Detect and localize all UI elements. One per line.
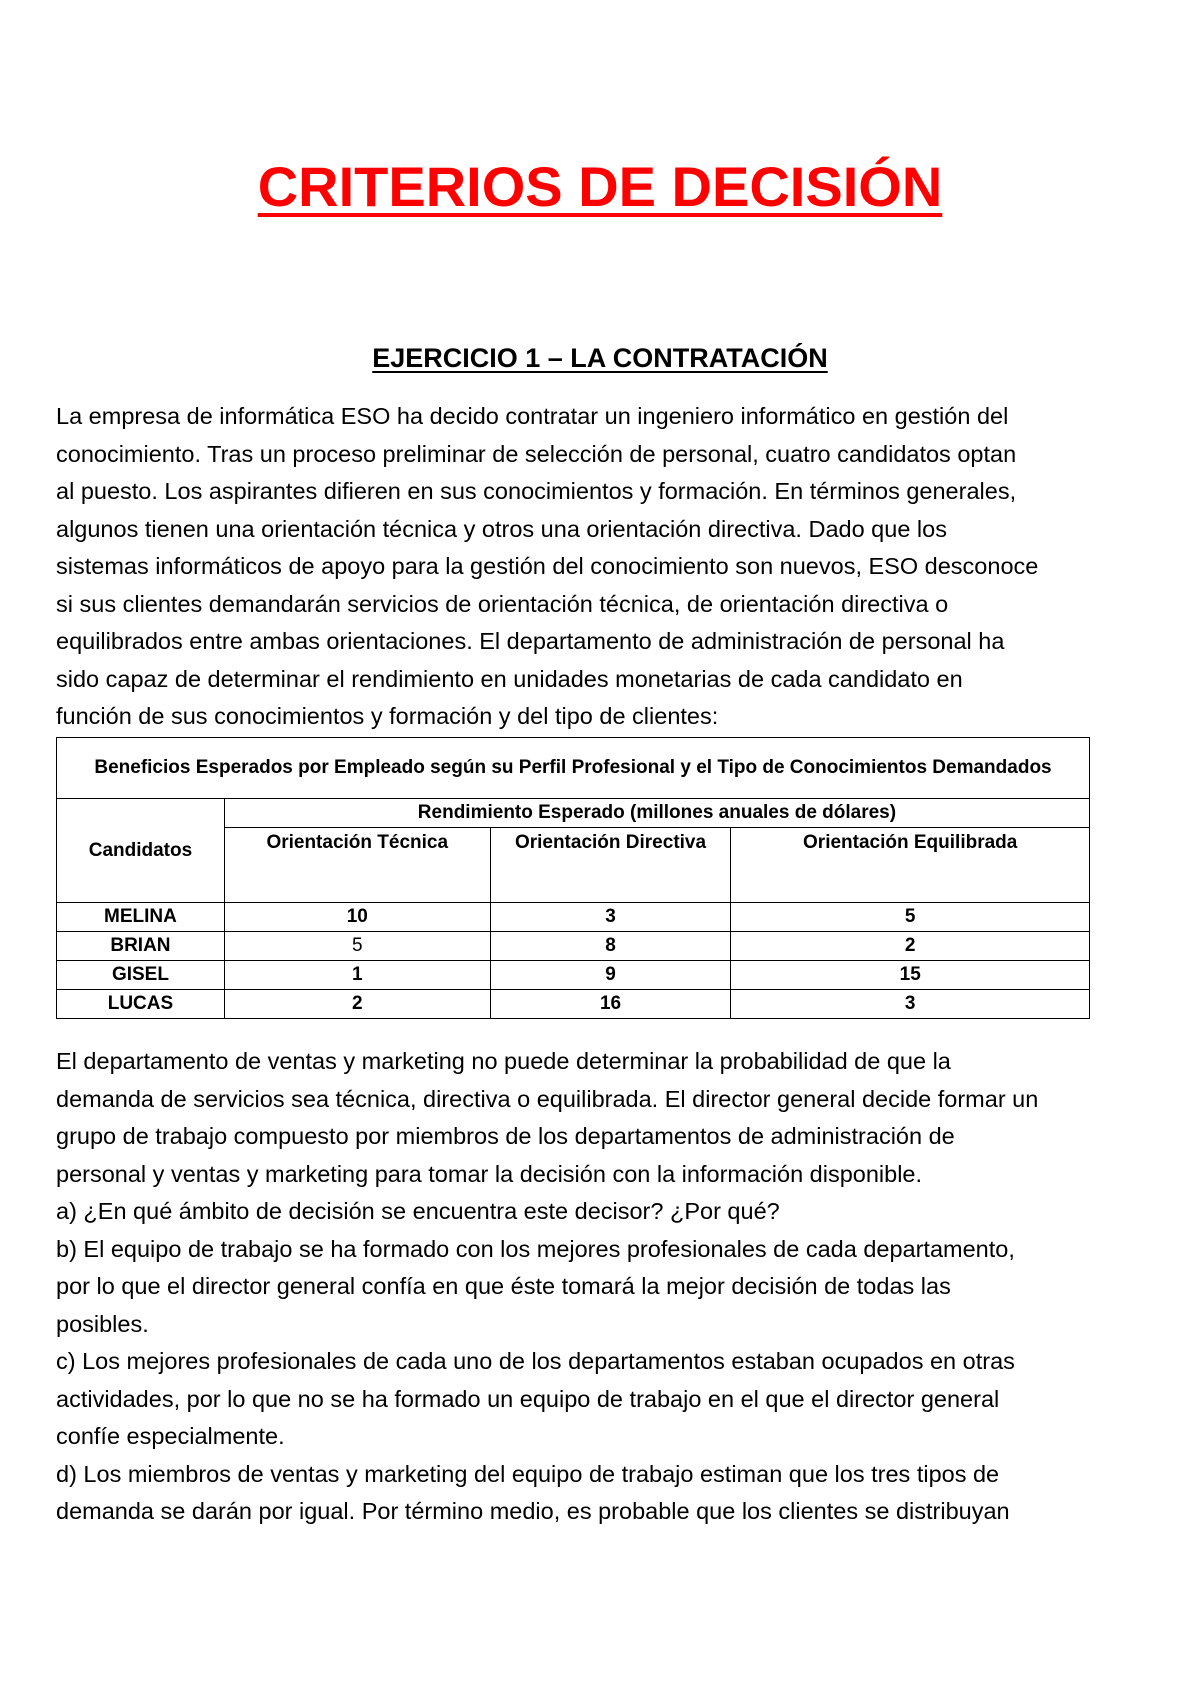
body-line: personal y ventas y marketing para tomar la decisión con la información disponible. [56, 1160, 923, 1187]
column-header-tecnica: Orientación Técnica [224, 828, 490, 903]
intro-line: algunos tienen una orientación técnica y otros una orientación directiva. Dado que los [56, 515, 947, 542]
value-cell: 1 [224, 961, 490, 990]
value-cell: 3 [731, 990, 1090, 1019]
value-cell: 10 [224, 903, 490, 932]
body-line: confíe especialmente. [56, 1423, 285, 1449]
exercise-title [0, 340, 1200, 376]
table-row [57, 932, 1090, 961]
document-title-text: CRITERIOS DE DECISIÓN [257, 155, 943, 218]
candidate-name: GISEL [57, 961, 225, 990]
table-group-header-row [57, 799, 1090, 828]
body-line: posibles. [56, 1310, 149, 1337]
body-line: El departamento de ventas y marketing no puede determinar la probabilidad de que la [56, 1048, 951, 1074]
intro-line: equilibrados entre ambas orientaciones. El departamento de administración de personal ha [56, 628, 1005, 654]
body-line: demanda se darán por igual. Por término medio, es probable que los clientes se distribuyan [56, 1498, 1010, 1524]
value-cell: 2 [224, 990, 490, 1019]
value-cell: 5 [224, 932, 490, 961]
value-cell: 2 [731, 932, 1090, 961]
table-row [57, 990, 1090, 1019]
intro-paragraph [56, 398, 1148, 736]
table-caption-row [57, 738, 1090, 799]
exercise-title-text: EJERCICIO 1 – LA CONTRATACIÓN [372, 343, 828, 373]
value-cell: 15 [731, 961, 1090, 990]
question-d: d) Los miembros de ventas y marketing del equipo de trabajo estiman que los tres tipos de [56, 1460, 1000, 1487]
question-b: b) El equipo de trabajo se ha formado con los mejores profesionales de cada departamento, [56, 1235, 1015, 1262]
intro-line: sistemas informáticos de apoyo para la gestión del conocimiento son nuevos, ESO desconoce [56, 553, 1039, 579]
question-c: c) Los mejores profesionales de cada uno de los departamentos estaban ocupados en otras [56, 1348, 1015, 1374]
value-cell: 3 [490, 903, 731, 932]
intro-line: al puesto. Los aspirantes difieren en sus conocimientos y formación. En términos generales, [56, 478, 1017, 504]
intro-line: si sus clientes demandarán servicios de orientación técnica, de orientación directiva o [56, 590, 949, 617]
body-line: por lo que el director general confía en que éste tomará la mejor decisión de todas las [56, 1273, 951, 1299]
table-row [57, 961, 1090, 990]
body-line: actividades, por lo que no se ha formado un equipo de trabajo en el que el director general [56, 1385, 1000, 1412]
value-cell: 9 [490, 961, 731, 990]
candidate-name: LUCAS [57, 990, 225, 1019]
document-title [0, 150, 1200, 224]
table-row [57, 903, 1090, 932]
intro-line: función de sus conocimientos y formación y del tipo de clientes: [56, 703, 719, 729]
intro-line: conocimiento. Tras un proceso preliminar de selección de personal, cuatro candidatos optan [56, 440, 1017, 467]
table-caption: Beneficios Esperados por Empleado según su Perfil Profesional y el Tipo de Conocimientos Demandados [57, 738, 1090, 799]
value-cell: 5 [731, 903, 1090, 932]
question-a: a) ¿En qué ámbito de decisión se encuentra este decisor? ¿Por qué? [56, 1198, 780, 1224]
body-line: demanda de servicios sea técnica, directiva o equilibrada. El director general decide formar un [56, 1085, 1039, 1112]
body-line: grupo de trabajo compuesto por miembros de los departamentos de administración de [56, 1123, 955, 1149]
value-cell: 8 [490, 932, 731, 961]
intro-line: La empresa de informática ESO ha decido contratar un ingeniero informático en gestión del [56, 403, 1009, 429]
candidate-name: BRIAN [57, 932, 225, 961]
value-cell: 16 [490, 990, 731, 1019]
candidates-header: Candidatos [57, 799, 225, 903]
candidate-name: MELINA [57, 903, 225, 932]
column-header-equilibrada: Orientación Equilibrada [731, 828, 1090, 903]
questions-paragraph [56, 1043, 1148, 1531]
benefits-table [56, 737, 1090, 1019]
intro-line: sido capaz de determinar el rendimiento en unidades monetarias de cada candidato en [56, 665, 963, 692]
group-header: Rendimiento Esperado (millones anuales de dólares) [224, 799, 1089, 828]
column-header-directiva: Orientación Directiva [490, 828, 731, 903]
